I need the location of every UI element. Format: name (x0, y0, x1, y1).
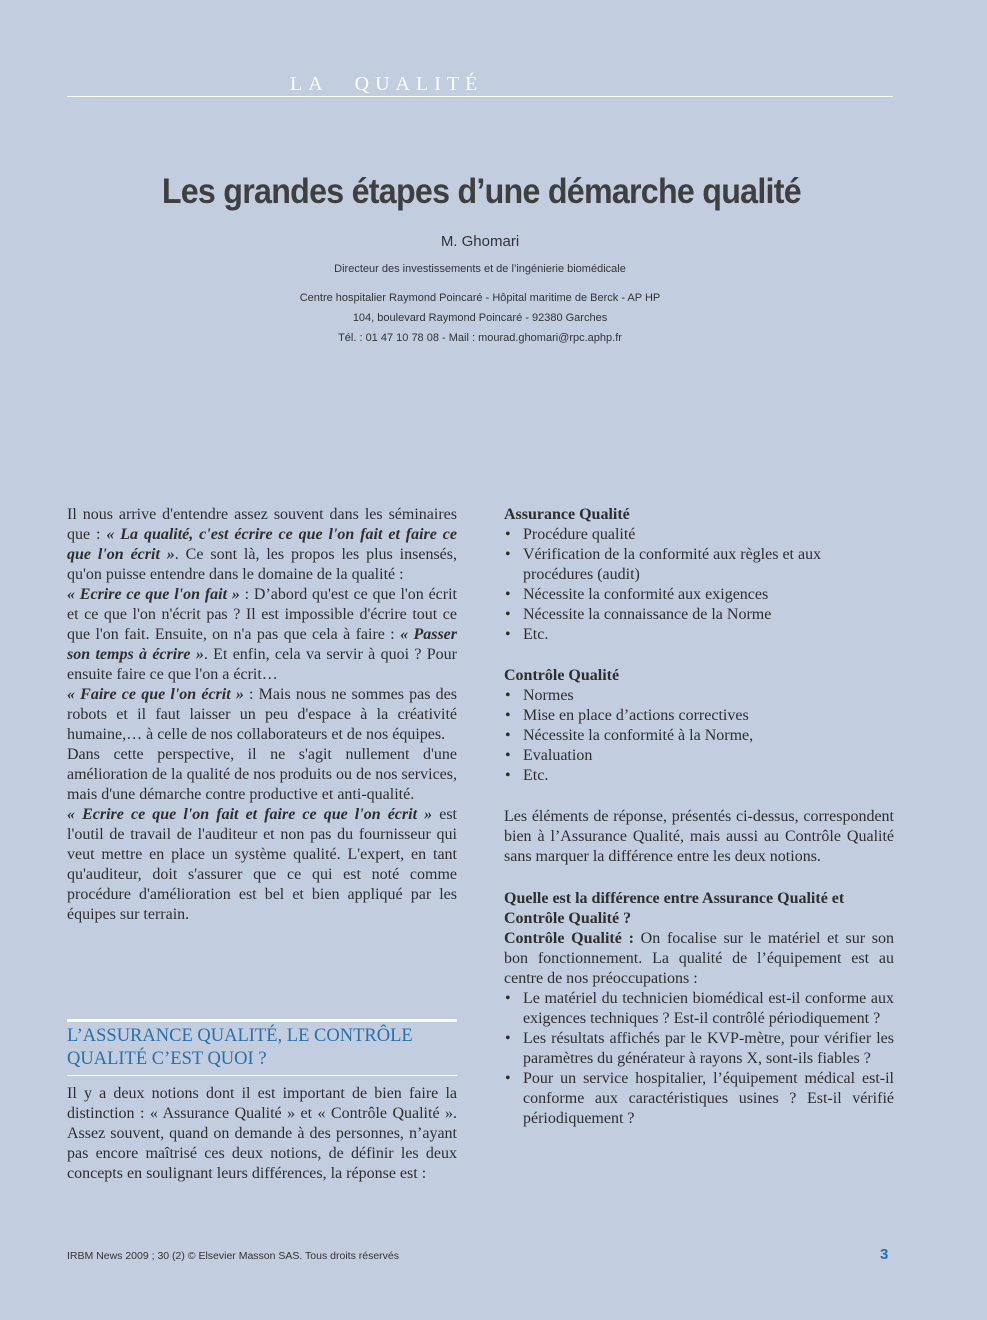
header-rule (67, 96, 893, 97)
paragraph-2: « Ecrire ce que l'on fait » : D’abord qu'est ce que l'on écrit et ce que l'on n'écrit pas ? Il est impossible d'écrire tout ce que l'on fait. Ensuite, on n'a pas que cela à faire : « Passer son temps à écrire ». Et enfin, cela va servir à quoi ? Pour ensuite faire ce que l'on a écrit… (67, 586, 458, 683)
list-item: • Etc. (504, 625, 894, 645)
list-item: • Normes (504, 686, 894, 706)
footer-citation: IRBM News 2009 ; 30 (2) © Elsevier Masson SAS. Tous droits réservés (67, 1250, 400, 1262)
affiliation-org: Centre hospitalier Raymond Poincaré - Hôpital maritime de Berck - AP HP (299, 292, 661, 304)
right-column (504, 505, 894, 1129)
controle-qualite-list (504, 686, 894, 786)
list-item: • Mise en place d’actions correctives (504, 706, 894, 726)
list-item: • Les résultats affichés par le KVP-mètre, pour vérifier les paramètres du générateur à rayons X, sont-ils fiables ? (504, 1029, 894, 1069)
list-item: • Le matériel du technicien biomédical est-il conforme aux exigences techniques ? Est-il contrôlé périodiquement ? (504, 989, 894, 1029)
page-number: 3 (880, 1246, 889, 1263)
section-rubric (290, 73, 483, 96)
controle-qualite-paragraph: Contrôle Qualité : On focalise sur le matériel et sur son bon fonctionnement. La qualité de l’équipement est au centre de nos préoccupations : (504, 930, 894, 987)
list-item: • Nécessite la conformité aux exigences (504, 585, 894, 605)
controle-qualite-heading: Contrôle Qualité (504, 667, 620, 684)
questions-list (504, 989, 894, 1129)
list-item: • Etc. (504, 766, 894, 786)
list-item: • Nécessite la conformité à la Norme, (504, 726, 894, 746)
list-item: • Nécessite la connaissance de la Norme (504, 605, 894, 625)
section-heading: L’ASSURANCE QUALITÉ, LE CONTRÔLE QUALITÉ C’EST QUOI ? (67, 1019, 457, 1076)
rubric-left: LA (290, 73, 329, 95)
paragraph-3: « Faire ce que l'on écrit » : Mais nous ne sommes pas des robots et il faut laisser un peu d'espace à la créativité humaine,… à celle de nos collaborateurs et de nos équipes. (67, 686, 458, 743)
rubric-right: QUALITÉ (354, 73, 484, 95)
list-item: • Procédure qualité (504, 525, 894, 545)
response-paragraph: Les éléments de réponse, présentés ci-dessus, correspondent bien à l’Assurance Qualité, mais aussi au Contrôle Qualité sans marquer la différence entre les deux notions. (504, 808, 894, 865)
difference-heading: Quelle est la différence entre Assurance Qualité et Contrôle Qualité ? (504, 890, 845, 927)
affiliation-contact: Tél. : 01 47 10 78 08 - Mail : mourad.ghomari@rpc.aphp.fr (338, 332, 622, 344)
assurance-qualite-list (504, 525, 894, 645)
affiliation-address: 104, boulevard Raymond Poincaré - 92380 Garches (352, 312, 608, 324)
list-item: • Pour un service hospitalier, l’équipement médical est-il conforme aux caractéristiques usines ? Est-il vérifié périodiquement ? (504, 1069, 894, 1129)
assurance-qualite-heading: Assurance Qualité (504, 506, 630, 523)
paragraph-5: « Ecrire ce que l'on fait et faire ce que l'on écrit » est l'outil de travail de l'auditeur et non pas du fournisseur qui veut mettre en place un système qualité. L'expert, en tant qu'auditeur, doit s'assurer que ce qui est noté comme procédure d'amélioration est bel et bien appliqué par les équipes sur terrain. (67, 806, 457, 923)
author-name: M. Ghomari (440, 233, 520, 250)
affiliation-role: Directeur des investissements et de l’ingénierie biomédicale (334, 263, 626, 275)
article-title: Les grandes étapes d’une démarche qualité (161, 172, 801, 211)
left-column (67, 505, 457, 925)
paragraph-4: Dans cette perspective, il ne s'agit nullement d'une amélioration de la qualité de nos produits ou de nos services, mais d'une démarche contre productive et anti-qualité. (67, 746, 457, 803)
list-item: • Vérification de la conformité aux règles et aux procédures (audit) (504, 545, 894, 585)
paragraph-1: Il nous arrive d'entendre assez souvent dans les séminaires que : « La qualité, c'est écrire ce que l'on fait et faire ce que l'on écrit ». Ce sont là, les propos les plus insensés, qu'on puisse entendre dans le domaine de la qualité : (67, 506, 457, 583)
paragraph-6: Il y a deux notions dont il est important de bien faire la distinction : « Assurance Qualité » et « Contrôle Qualité ». Assez souvent, quand on demande à des personnes, n’ayant pas encore maîtrisé ces deux notions, de définir les deux concepts en soulignant leurs différences, la réponse est : (67, 1085, 457, 1182)
list-item: • Evaluation (504, 746, 894, 766)
